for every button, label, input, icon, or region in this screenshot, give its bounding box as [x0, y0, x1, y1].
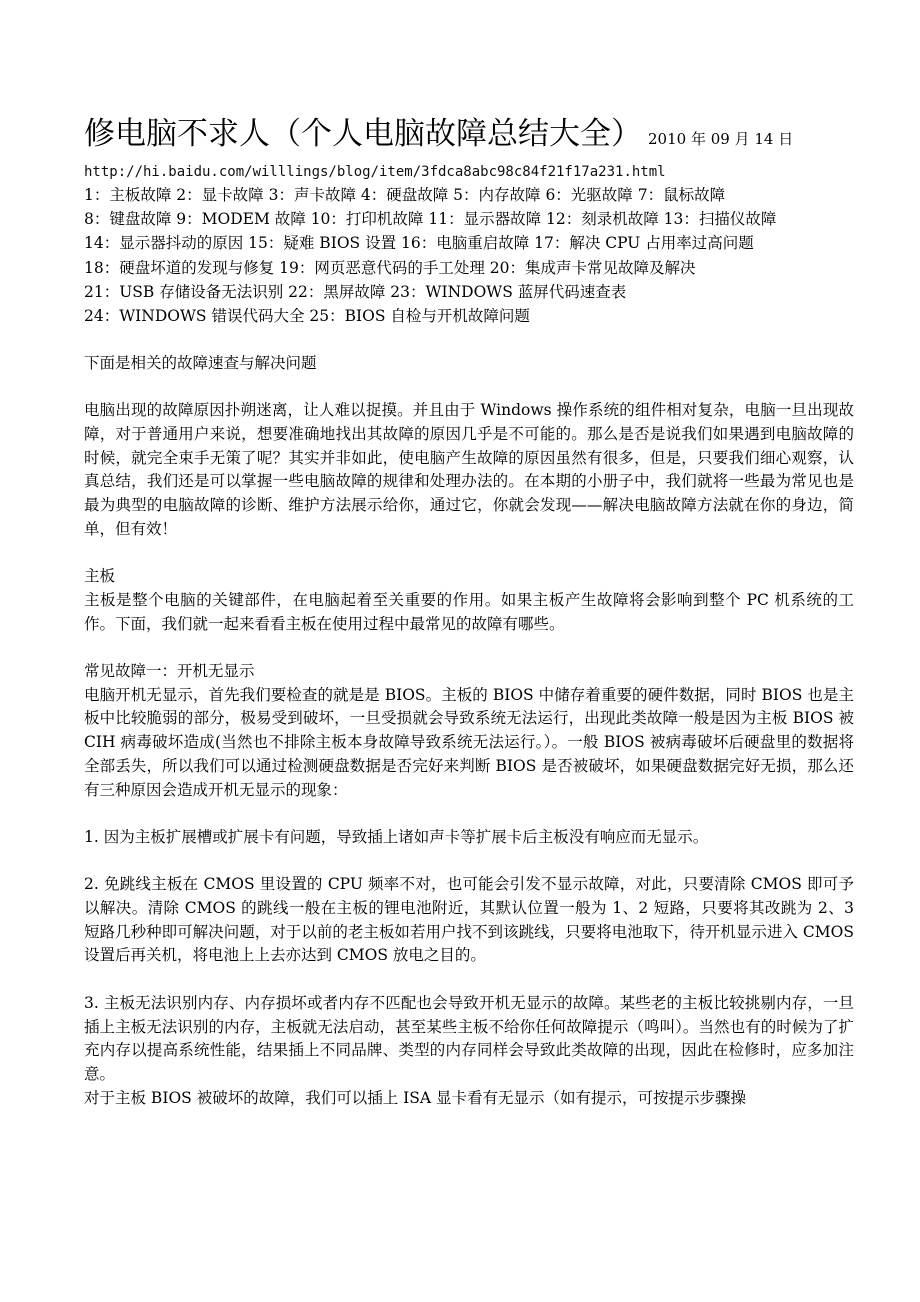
toc-line: 14：显示器抖动的原因 15：疑难 BIOS 设置 16：电脑重启故障 17：解决 CPU 占用率过高问题: [84, 234, 754, 253]
fault-item-1: 1. 因为主板扩展槽或扩展卡有问题，导致插上诸如声卡等扩展卡后主板没有响应而无显示。: [84, 827, 709, 846]
fault-item-3: 3. 主板无法识别内存、内存损坏或者内存不匹配也会导致开机无显示的故障。某些老的主板比较挑剔内存，一旦插上主板无法识别的内存，主板就无法启动，甚至某些主板不给你任何故障提示（鸣叫）。当然也有的时候为了扩充内存以提高系统性能，结果插上不同品牌、类型的内存同样会导致此类故障的出现，因此在检修时，应多加注意。: [84, 993, 854, 1083]
toc-line: 21：USB 存储设备无法识别 22：黑屏故障 23：WINDOWS 蓝屏代码速查表: [84, 282, 627, 301]
toc-line: 24：WINDOWS 错误代码大全 25：BIOS 自检与开机故障问题: [84, 307, 530, 326]
document-title: 修电脑不求人（个人电脑故障总结大全）: [84, 116, 642, 152]
toc-line: 18：硬盘坏道的发现与修复 19：网页恶意代码的手工处理 20：集成声卡常见故障及解决: [84, 258, 696, 277]
title-line: [84, 112, 854, 161]
fault-item-2: 2. 免跳线主板在 CMOS 里设置的 CPU 频率不对，也可能会引发不显示故障，对此，只要清除 CMOS 即可予以解决。清除 CMOS 的跳线一般在主板的锂电池附近，其默认位置一般为 1、2 短路，只要将其改跳为 2、3 短路几秒种即可解决问题，对于以前的老主板如若用户找不到该跳线，只要将电池取下，待开机显示进入 CMOS 设置后再关机，将电池上上去亦达到 CMOS 放电之目的。: [84, 875, 854, 965]
toc-line: 1：主板故障 2：显卡故障 3：声卡故障 4：硬盘故障 5：内存故障 6：光驱故障 7：鼠标故障: [84, 186, 726, 204]
source-url: http://hi.baidu.com/willlings/blog/item/3fdca8abc98c84f21f17a231.html: [84, 164, 666, 180]
section-heading-motherboard: 主板: [84, 567, 116, 586]
motherboard-paragraph: 主板是整个电脑的关键部件，在电脑起着至关重要的作用。如果主板产生故障将会影响到整个 PC 机系统的工作。下面，我们就一起来看看主板在使用过程中最常见的故障有哪些。: [84, 590, 854, 633]
intro-paragraph: 电脑出现的故障原因扑朔迷离，让人难以捉摸。并且由于 Windows 操作系统的组件相对复杂，电脑一旦出现故障，对于普通用户来说，想要准确地找出其故障的原因几乎是不可能的。那么是否是说我们如果遇到电脑故障的时候，就完全束手无策了呢？其实并非如此，使电脑产生故障的原因虽然有很多，但是，只要我们细心观察，认真总结，我们还是可以掌握一些电脑故障的规律和处理办法的。在本期的小册子中，我们就将一些最为常见也是最为典型的电脑故障的诊断、维护方法展示给你，通过它，你就会发现——解决电脑故障方法就在你的身边，简单，但有效！: [84, 401, 854, 538]
fault-paragraph: 电脑开机无显示，首先我们要检查的就是是 BIOS。主板的 BIOS 中储存着重要的硬件数据，同时 BIOS 也是主板中比较脆弱的部分，极易受到破坏，一旦受损就会导致系统无法运行，出现此类故障一般是因为主板 BIOS 被 CIH 病毒破坏造成(当然也不排除主板本身故障导致系统无法运行。）。一般 BIOS 被病毒破坏后硬盘里的数据将全部丢失，所以我们可以通过检测硬盘数据是否完好来判断 BIOS 是否被破坏，如果硬盘数据完好无损，那么还有三种原因会造成开机无显示的现象：: [84, 685, 854, 799]
document-date: 2010 年 09 月 14 日: [648, 130, 794, 148]
fault-tail-paragraph: 对于主板 BIOS 被破坏的故障，我们可以插上 ISA 显卡看有无显示（如有提示，可按提示步骤操: [84, 1088, 746, 1107]
fault-heading: 常见故障一：开机无显示: [84, 662, 255, 680]
table-of-contents: [84, 183, 854, 328]
intro-heading: 下面是相关的故障速查与解决问题: [84, 353, 317, 372]
toc-line: 8：键盘故障 9：MODEM 故障 10：打印机故障 11：显示器故障 12：刻录机故障 13：扫描仪故障: [84, 210, 777, 229]
document-page: [84, 112, 854, 1110]
